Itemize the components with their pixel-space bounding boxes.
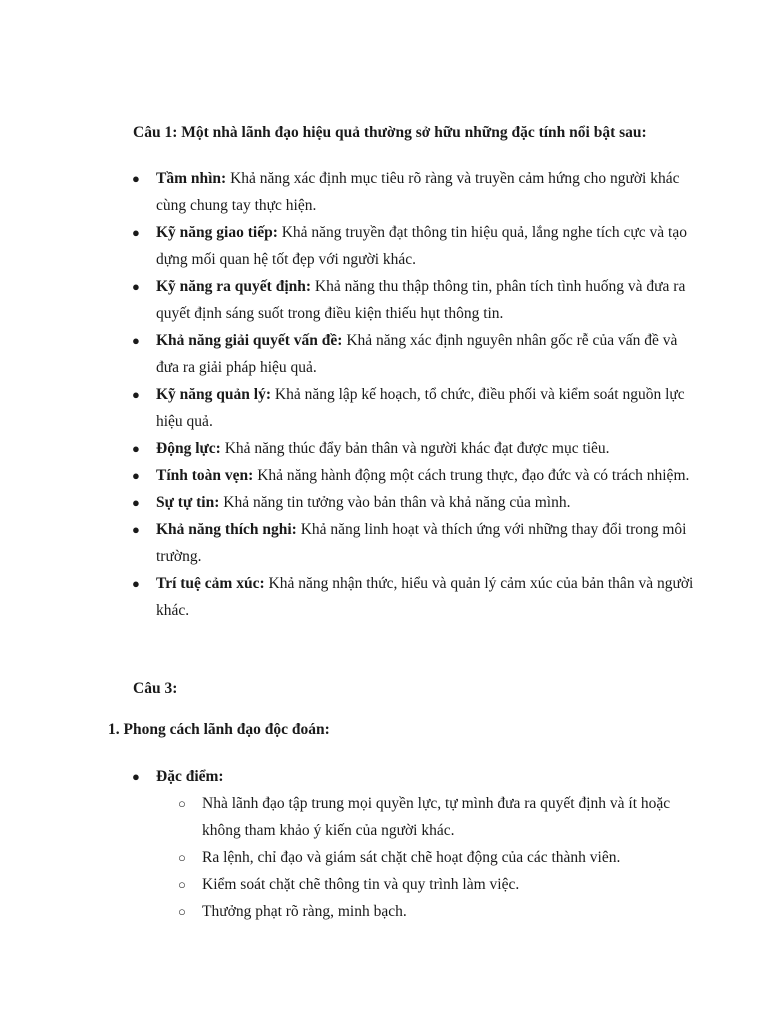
list-item <box>156 790 672 844</box>
list-item <box>156 898 672 925</box>
feature-label: Đặc điểm: <box>156 768 224 785</box>
list-item <box>0 273 696 327</box>
list-item <box>0 435 696 462</box>
feature-text: Kiểm soát chặt chẽ thông tin và quy trình làm việc. <box>202 876 520 893</box>
trait-term: Sự tự tin: <box>156 494 220 511</box>
feature-text: Nhà lãnh đạo tập trung mọi quyền lực, tự mình đưa ra quyết định và ít hoặc không tham khảo ý kiến của người khác. <box>202 795 671 839</box>
trait-list <box>0 165 768 624</box>
bullet-icon: ● <box>132 171 140 186</box>
trait-term: Kỹ năng ra quyết định: <box>156 278 312 295</box>
list-item <box>0 219 696 273</box>
trait-desc: Khả năng truyền đạt thông tin hiệu quả, lắng nghe tích cực và tạo dựng mối quan hệ tốt đẹp với người khác. <box>156 224 687 268</box>
trait-term: Tầm nhìn: <box>156 170 227 187</box>
feature-text: Ra lệnh, chỉ đạo và giám sát chặt chẽ hoạt động của các thành viên. <box>202 849 621 866</box>
feature-section <box>0 763 768 925</box>
bullet-icon: ● <box>132 522 140 537</box>
trait-desc: Khả năng thu thập thông tin, phân tích tình huống và đưa ra quyết định sáng suốt trong điều kiện thiếu hụt thông tin. <box>156 278 686 322</box>
bullet-icon: ● <box>132 225 140 240</box>
bullet-icon: ● <box>132 468 140 483</box>
trait-desc: Khả năng xác định nguyên nhân gốc rễ của vấn đề và đưa ra giải pháp hiệu quả. <box>156 332 678 376</box>
question-1-title: Câu 1: Một nhà lãnh đạo hiệu quả thường sở hữu những đặc tính nổi bật sau: <box>133 124 647 141</box>
list-item <box>0 516 696 570</box>
bullet-icon: ● <box>132 441 140 456</box>
trait-term: Động lực: <box>156 440 221 457</box>
circle-bullet-icon: ○ <box>178 877 186 892</box>
circle-bullet-icon: ○ <box>178 796 186 811</box>
bullet-icon: ● <box>132 279 140 294</box>
bullet-icon: ● <box>132 387 140 402</box>
list-item <box>0 327 696 381</box>
list-item <box>0 165 696 219</box>
list-item <box>0 489 696 516</box>
question-3-title: Câu 3: <box>133 680 178 697</box>
list-item <box>0 381 696 435</box>
list-item <box>0 570 696 624</box>
section-title-autocratic: 1. Phong cách lãnh đạo độc đoán: <box>108 721 330 738</box>
trait-desc: Khả năng linh hoạt và thích ứng với những thay đổi trong môi trường. <box>156 521 687 565</box>
trait-term: Khả năng thích nghi: <box>156 521 297 538</box>
circle-bullet-icon: ○ <box>178 904 186 919</box>
trait-term: Tính toàn vẹn: <box>156 467 254 484</box>
trait-desc: Khả năng tin tưởng vào bản thân và khả năng của mình. <box>219 494 571 511</box>
circle-bullet-icon: ○ <box>178 850 186 865</box>
list-item <box>156 871 672 898</box>
bullet-icon: ● <box>132 333 140 348</box>
trait-term: Kỹ năng giao tiếp: <box>156 224 278 241</box>
trait-desc: Khả năng nhận thức, hiểu và quản lý cảm xúc của bản thân và người khác. <box>156 575 694 619</box>
bullet-icon: ● <box>132 769 140 784</box>
trait-desc: Khả năng hành động một cách trung thực, đạo đức và có trách nhiệm. <box>253 467 690 484</box>
bullet-icon: ● <box>132 495 140 510</box>
trait-desc: Khả năng xác định mục tiêu rõ ràng và truyền cảm hứng cho người khác cùng chung tay thực hiện. <box>156 170 680 214</box>
trait-term: Trí tuệ cảm xúc: <box>156 575 265 592</box>
trait-term: Khả năng giải quyết vấn đề: <box>156 332 343 349</box>
list-item <box>156 844 672 871</box>
trait-term: Kỹ năng quản lý: <box>156 386 272 403</box>
feature-list <box>156 790 768 925</box>
list-item <box>0 462 696 489</box>
feature-text: Thưởng phạt rõ ràng, minh bạch. <box>202 903 407 920</box>
bullet-icon: ● <box>132 576 140 591</box>
trait-desc: Khả năng thúc đẩy bản thân và người khác đạt được mục tiêu. <box>220 440 610 457</box>
list-item <box>0 763 768 925</box>
trait-desc: Khả năng lập kế hoạch, tổ chức, điều phối và kiểm soát nguồn lực hiệu quả. <box>156 386 685 430</box>
